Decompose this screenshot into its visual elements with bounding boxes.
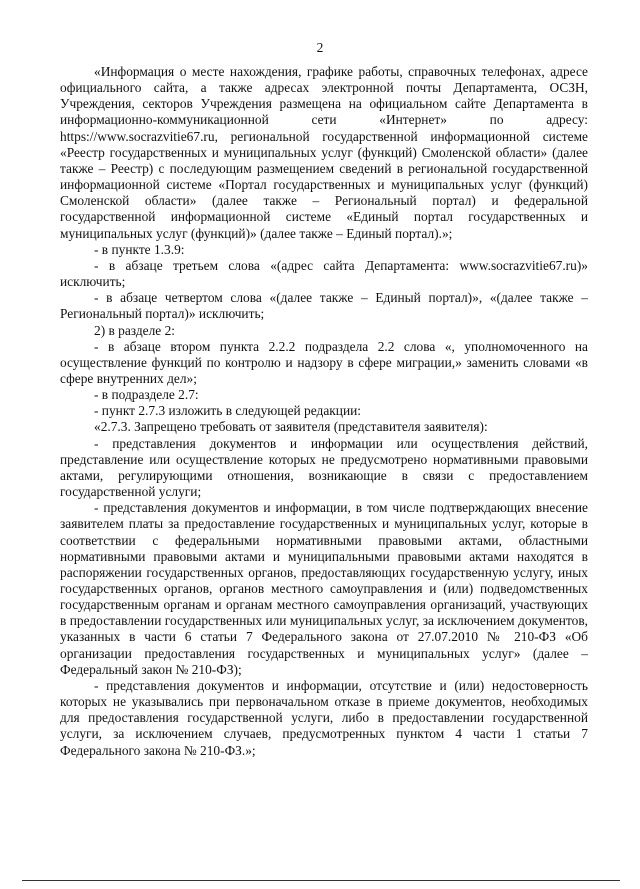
paragraph-item-documents: - представления документов и информации, в том числе подтверждающих внесение заявителем платы за предоставление государственных и муниципальных услуг, которые в соответствии с федеральными нормативными правовыми актами, областными нормативными правовыми актами и муниципальными правовыми актами находятся в распоряжении государственных органов, предоставляющих государственную услугу, иных государственных органов, органов местного самоуправления и (или) подведомственных государственным органам и органам местного самоуправления организаций, участвующих в предоставлении государственных или муниципальных услуг, за исключением документов, указанных в части 6 статьи 7 Федерального закона от 27.07.2010 № 210-ФЗ «Об организации предоставления государственных и муниципальных услуг» (далее – Федеральный закон № 210-ФЗ); (60, 500, 588, 677)
paragraph-2-7-3-heading: «2.7.3. Запрещено требовать от заявителя (представителя заявителя): (94, 419, 488, 435)
footer-rule (22, 880, 620, 881)
paragraph-point-2-7-3: - пункт 2.7.3 изложить в следующей редакции: (94, 403, 362, 419)
paragraph-section-2: 2) в разделе 2: (94, 322, 176, 338)
paragraph-point-1-3-9: - в пункте 1.3.9: (94, 241, 185, 257)
paragraph-info-location: «Информация о месте нахождения, графике работы, справочных телефонах, адресе официального сайта, а также адресах электронной почты Департамента, ОСЗН, Учреждения, секторов Учреждения размещена на официальном сайте Департамента в информационно-коммуникационной сети «Интернет» по адресу: https://www.socrazvitie67.ru, региональной государственной информационной системе «Реестр государственных и муниципальных услуг (функций) Смоленской области» (далее также – Реестр) с последующим размещением сведений в региональной государственной информационной системе «Портал государственных и муниципальных услуг (функций) Смоленской области» (далее также – Региональный портал) и федеральной государственной информационной системе «Единый портал государственных и муниципальных услуг (функций)» (далее также – Единый портал).»; (60, 64, 588, 241)
paragraph-third-abzac: - в абзаце третьем слова «(адрес сайта Департамента: www.socrazvitie67.ru)» исключить; (60, 257, 588, 290)
paragraph-subsection-2-7: - в подразделе 2.7: (94, 387, 199, 403)
page-number: 2 (316, 40, 324, 55)
paragraph-fourth-abzac: - в абзаце четвертом слова «(далее также – Единый портал)», «(далее также – Региональный портал)» исключить; (60, 290, 588, 322)
paragraph-point-2-2-2: - в абзаце втором пункта 2.2.2 подраздела 2.2 слова «, уполномоченного на осуществление функций по контролю и надзору в сфере миграции,» заменить словами «в сфере внутренних дел»; (60, 338, 588, 386)
document-body (60, 64, 588, 759)
paragraph-item-missing-docs: - представления документов и информации, отсутствие и (или) недостоверность которых не указывались при первоначальном отказе в приеме документов, необходимых для предоставления государственной услуги, либо в предоставлении государственной услуги, за исключением случаев, предусмотренных пунктом 4 части 1 статьи 7 Федерального закона № 210-ФЗ.»; (60, 677, 588, 758)
paragraph-item-actions: - представления документов и информации или осуществления действий, представление или осуществление которых не предусмотрено нормативными правовыми актами, регулирующими отношения, возникающие в связи с предоставлением государственной услуги; (60, 435, 588, 500)
